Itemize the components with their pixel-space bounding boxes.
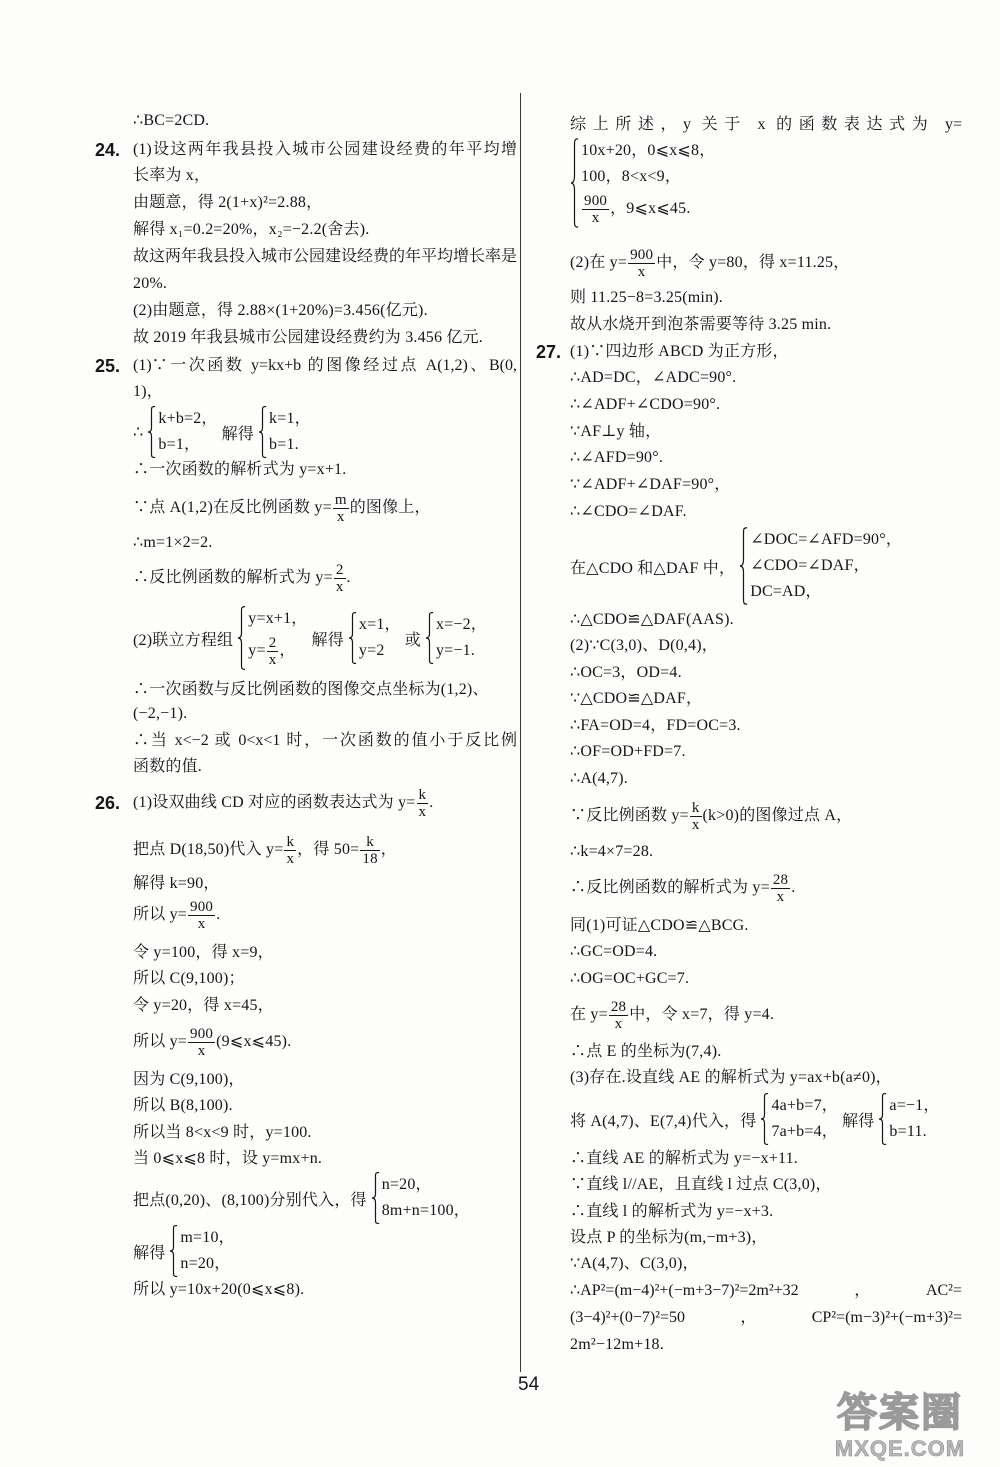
question-number: 25. [95, 356, 121, 376]
answer-line: ∴一次函数与反比例函数的图像交点坐标为(1,2)、 [133, 681, 489, 698]
answer-text: ，得 50= [297, 841, 360, 858]
left-brace-icon [348, 612, 357, 664]
answer-line: ∴∠AFD=90°. [570, 449, 664, 466]
answer-line: ∴FA=OD=4，FD=OC=3. [570, 717, 741, 734]
left-brace-icon [258, 406, 267, 458]
fraction-numerator: k [286, 833, 295, 850]
answer-line: ∴直线 l 的解析式为 y=−x+3. [570, 1203, 774, 1220]
answer-line: 所以当 8<x<9 时，y=100. [133, 1124, 312, 1141]
answer-line: ∴一次函数的解析式为 y=x+1. [133, 461, 347, 478]
answer-line: 当 0⩽x⩽8 时，设 y=mx+n. [133, 1150, 323, 1167]
answer-line: 所以 y=10x+20(0⩽x⩽8). [133, 1281, 305, 1298]
answer-text: 所以 y= [133, 1033, 188, 1050]
fraction-numerator: k [418, 786, 427, 803]
answer-line [570, 868, 795, 908]
fraction-denominator: x [197, 915, 206, 932]
equation-row: x=1， [358, 616, 401, 633]
answer-text: . [429, 794, 434, 811]
equation-system [169, 1225, 234, 1277]
equation-row: 10x+20，0⩽x⩽8， [581, 142, 716, 159]
equation-row: ∠DOC=∠AFD=90°， [750, 531, 903, 548]
answer-line [570, 137, 719, 229]
answer-line: ∴直线 AE 的解析式为 y=−x+11. [570, 1150, 799, 1167]
answer-line [133, 1022, 291, 1062]
fraction [771, 872, 790, 905]
answer-text: ∴反比例函数的解析式为 y= [570, 879, 770, 896]
equation-row: 8m+n=100， [381, 1202, 471, 1219]
equation-row: x=−2， [435, 616, 488, 633]
answer-line [133, 488, 431, 528]
answer-line: 综上所述，y 关于 x 的函数表达式为 y= [570, 116, 962, 133]
answer-text: ， [279, 642, 296, 659]
equation-row: y=2 [358, 642, 385, 659]
answer-line: ∵A(4,7)、C(3,0)， [570, 1255, 699, 1272]
fraction-numerator: 900 [190, 898, 214, 915]
fraction-numerator: 28 [772, 871, 789, 888]
answer-text: (1)设双曲线 CD 对应的函数表达式为 y= [133, 794, 416, 811]
answer-line: 解得 k=90， [133, 875, 220, 892]
answer-line [133, 830, 397, 870]
answer-line: 2m²−12m+18. [570, 1336, 664, 1353]
answer-line: ∵直线 l//AE，且直线 l 过点 C(3,0)， [570, 1176, 832, 1193]
fraction-numerator: 2 [335, 561, 344, 578]
equation-row: y=x+1， [248, 610, 308, 627]
answer-text: ，9⩽x⩽45. [610, 200, 691, 217]
equation-system [237, 606, 307, 670]
answer-text: 将 A(4,7)、E(7,4)代入，得 [570, 1112, 757, 1130]
answer-line: 设点 P 的坐标为(m,−m+3)， [570, 1229, 768, 1246]
question-number: 27. [536, 342, 562, 362]
answer-line [95, 354, 517, 378]
answer-line [133, 605, 491, 671]
answer-line: 解得 x₁=0.2=20%，x₂=−2.2(舍去). [133, 221, 370, 238]
answer-line: (2)∵C(3,0)、D(0,4)， [570, 637, 718, 654]
answer-text: y= [248, 642, 266, 659]
page-number: 54 [518, 1374, 540, 1395]
equation-system [739, 527, 902, 605]
fraction [267, 635, 279, 668]
fraction [333, 492, 349, 525]
equation-row: 7a+b=4， [771, 1123, 839, 1140]
answer-line: ∴OF=OD+FD=7. [570, 743, 686, 760]
equation-row: a=−1， [889, 1097, 940, 1114]
answer-text: ∵点 A(1,2)在反比例函数 y= [133, 499, 332, 516]
answer-text: 解得 [311, 631, 344, 649]
answer-line: ∴m=1×2=2. [133, 534, 213, 551]
fraction-denominator: x [418, 803, 427, 820]
answer-line: ∴OG=OC+GC=7. [570, 970, 690, 987]
fraction [284, 834, 296, 867]
equation-row: DC=AD， [750, 583, 822, 600]
answer-line: ∴k=4×7=28. [570, 843, 654, 860]
equation-system [570, 138, 715, 228]
fraction-denominator: x [286, 850, 295, 867]
question-number: 24. [95, 140, 121, 160]
question-number: 26. [95, 793, 121, 813]
answer-line: ∵△CDO≌△DAF， [570, 690, 703, 707]
fraction-numerator: k [360, 834, 379, 851]
answer-text: 解得 [842, 1112, 875, 1130]
equation-row: ∠CDO=∠DAF， [750, 557, 870, 574]
answer-line: 所以 B(8,100). [133, 1097, 233, 1114]
answer-line: ∴点 E 的坐标为(7,4). [570, 1043, 722, 1060]
left-brace-icon [878, 1093, 887, 1145]
fraction-denominator: x [591, 209, 600, 226]
answer-line: ∵AF⊥y 轴， [570, 423, 662, 440]
answer-line: 则 11.25−8=3.25(min). [570, 289, 723, 306]
fraction [334, 562, 346, 595]
answer-line [570, 243, 849, 283]
fraction-numerator: m [334, 491, 347, 508]
answer-text: ∵反比例函数 y= [570, 807, 689, 824]
equation-system [425, 612, 487, 664]
answer-line: 长率为 x， [133, 167, 211, 184]
fraction-denominator: x [776, 888, 785, 905]
answer-line [570, 995, 774, 1035]
equation-row [248, 632, 307, 670]
answer-line: ∴△CDO≌△DAF(AAS). [570, 611, 734, 628]
answer-line: ∴当 x<−2 或 0<x<1 时，一次函数的值小于反比例 [133, 732, 517, 749]
answer-line [570, 1093, 944, 1145]
equation-system [760, 1093, 838, 1145]
column-divider [520, 93, 521, 1372]
answer-text: (2)联立方程组 [133, 631, 234, 649]
left-brace-icon [169, 1225, 178, 1277]
answer-line: (2)由题意，得 2.88×(1+20%)=3.456(亿元). [133, 302, 428, 319]
fraction-numerator: 28 [610, 998, 627, 1015]
fraction [690, 800, 702, 833]
fraction-denominator: 18 [362, 850, 378, 867]
answer-line: 所以 C(9,100)； [133, 970, 245, 987]
answer-text: 在△CDO 和△DAF 中， [570, 559, 736, 577]
fraction [360, 834, 379, 867]
answer-line [133, 404, 315, 460]
fraction [417, 787, 429, 820]
answer-line: ∵∠ADF+∠DAF=90°， [570, 476, 731, 493]
equation-row: b=1. [269, 436, 299, 453]
answer-text: . [346, 569, 351, 586]
answer-line [133, 1170, 474, 1226]
answer-line: 函数的值. [133, 758, 203, 775]
answer-line: 因为 C(9,100)， [133, 1071, 245, 1088]
fraction-denominator: x [336, 508, 345, 525]
equation-system [147, 406, 217, 458]
answer-text: . [216, 906, 221, 923]
left-brace-icon [739, 527, 748, 605]
answer-line [133, 558, 351, 598]
fraction [188, 1026, 215, 1059]
equation-system [258, 406, 311, 458]
equation-system [348, 612, 401, 664]
left-brace-icon [570, 138, 579, 228]
equation-row [581, 190, 715, 228]
fraction-denominator: x [637, 263, 646, 280]
answer-line: 令 y=20，得 x=45， [133, 997, 274, 1014]
fraction-numerator: 2 [268, 634, 277, 651]
fraction-denominator: x [268, 651, 277, 668]
answer-line: ∴A(4,7). [570, 770, 628, 787]
answer-line: ∴AD=DC，∠ADC=90°. [570, 369, 737, 386]
answer-text: ∴反比例函数的解析式为 y= [133, 569, 333, 586]
equation-row: k+b=2， [158, 410, 218, 427]
answer-text: 中，令 y=80，得 x=11.25， [656, 254, 850, 271]
answer-line: ∴∠CDO=∠DAF. [570, 503, 687, 520]
answer-line: ∴AP²=(m−4)²+(−m+3−7)²=2m²+32，AC²= [570, 1282, 962, 1299]
equation-system [371, 1172, 470, 1224]
answer-line: 同(1)可证△CDO≌△BCG. [570, 917, 749, 934]
answer-text: 中，令 x=7，得 y=4. [629, 1006, 775, 1023]
fraction [188, 899, 215, 932]
answer-line [95, 783, 434, 823]
fraction-denominator: x [197, 1042, 206, 1059]
equation-row: k=1， [269, 410, 311, 427]
fraction-numerator: 900 [584, 192, 608, 209]
answer-line [570, 796, 852, 836]
answer-text: 把点 D(18,50)代入 y= [133, 841, 284, 858]
answer-line [570, 526, 906, 606]
left-brace-icon [425, 612, 434, 664]
answer-line: 1)， [133, 383, 163, 400]
answer-text: 把点(0,20)、(8,100)分别代入，得 [133, 1191, 367, 1209]
answer-line: 故这两年我县投入城市公园建设经费的年平均增长率是 [133, 248, 518, 265]
watermark-site: MXQE.COM [834, 1436, 966, 1461]
answer-text: 解得 [221, 425, 255, 443]
watermark-logo: 答案圈 [837, 1390, 963, 1435]
answer-line: 故 2019 年我县城市公园建设经费约为 3.456 亿元. [133, 329, 484, 346]
answer-line [133, 895, 220, 935]
fraction-denominator: x [335, 578, 344, 595]
answer-line [133, 1225, 239, 1277]
answer-line: 令 y=100，得 x=9， [133, 944, 274, 961]
answer-text: (1)设这两年我县投入城市公园建设经费的年平均增 [133, 141, 517, 158]
equation-row: m=10， [180, 1229, 235, 1246]
fraction-numerator: k [691, 799, 700, 816]
answer-text: 解得 [133, 1244, 166, 1262]
fraction-numerator: 900 [190, 1025, 214, 1042]
equation-row: y=−1. [435, 642, 475, 659]
answer-line: ∴∠ADF+∠CDO=90°. [570, 396, 721, 413]
answer-text: 的图像上， [349, 499, 431, 516]
fraction [609, 999, 628, 1032]
answer-line: 由题意，得 2(1+x)²=2.88， [133, 194, 323, 211]
answer-text: ∴ [133, 424, 144, 441]
answer-text: 所以 y= [133, 906, 188, 923]
left-brace-icon [371, 1172, 380, 1224]
answer-text: 或 [404, 631, 421, 649]
answer-text: . [791, 879, 796, 896]
answer-line: ∴GC=OD=4. [570, 943, 658, 960]
answer-line [536, 340, 789, 364]
equation-row: b=1， [158, 436, 201, 453]
answer-text: (1)∵四边形 ABCD 为正方形， [570, 343, 789, 360]
fraction [628, 247, 655, 280]
fraction-numerator: 900 [630, 246, 654, 263]
answer-line: 故从水烧开到泡茶需要等待 3.25 min. [570, 316, 832, 333]
answer-text: (2)在 y= [570, 254, 628, 271]
answer-line: 20%. [133, 275, 168, 292]
answer-text: (k>0)的图像过点 A， [702, 807, 853, 824]
equation-row: b=11. [889, 1123, 927, 1140]
answer-line: (−2,−1). [133, 705, 188, 722]
answer-text: (9⩽x⩽45). [216, 1033, 292, 1050]
answer-line: (3)存在.设直线 AE 的解析式为 y=ax+b(a≠0)， [570, 1069, 892, 1086]
answer-line: ∴BC=2CD. [133, 112, 210, 129]
equation-row: 4a+b=7， [771, 1097, 839, 1114]
answer-line: (3−4)²+(0−7)²=50，CP²=(m−3)²+(−m+3)²= [570, 1309, 962, 1326]
answer-text: 在 y= [570, 1006, 608, 1023]
equation-system [878, 1093, 939, 1145]
left-brace-icon [760, 1093, 769, 1145]
left-brace-icon [147, 406, 156, 458]
answer-text: ， [380, 841, 397, 858]
equation-row: 100，8<x<9， [581, 168, 682, 185]
answer-line [95, 138, 517, 162]
equation-row: n=20， [381, 1176, 432, 1193]
fraction-denominator: x [614, 1015, 623, 1032]
equation-row: n=20， [180, 1255, 231, 1272]
left-brace-icon [237, 606, 246, 670]
answer-text: (1)∵一次函数 y=kx+b 的图像经过点 A(1,2)、B(0, [133, 357, 517, 374]
watermark [814, 1390, 986, 1462]
fraction [582, 193, 609, 226]
answer-line: ∴OC=3，OD=4. [570, 664, 682, 681]
fraction-denominator: x [691, 816, 700, 833]
